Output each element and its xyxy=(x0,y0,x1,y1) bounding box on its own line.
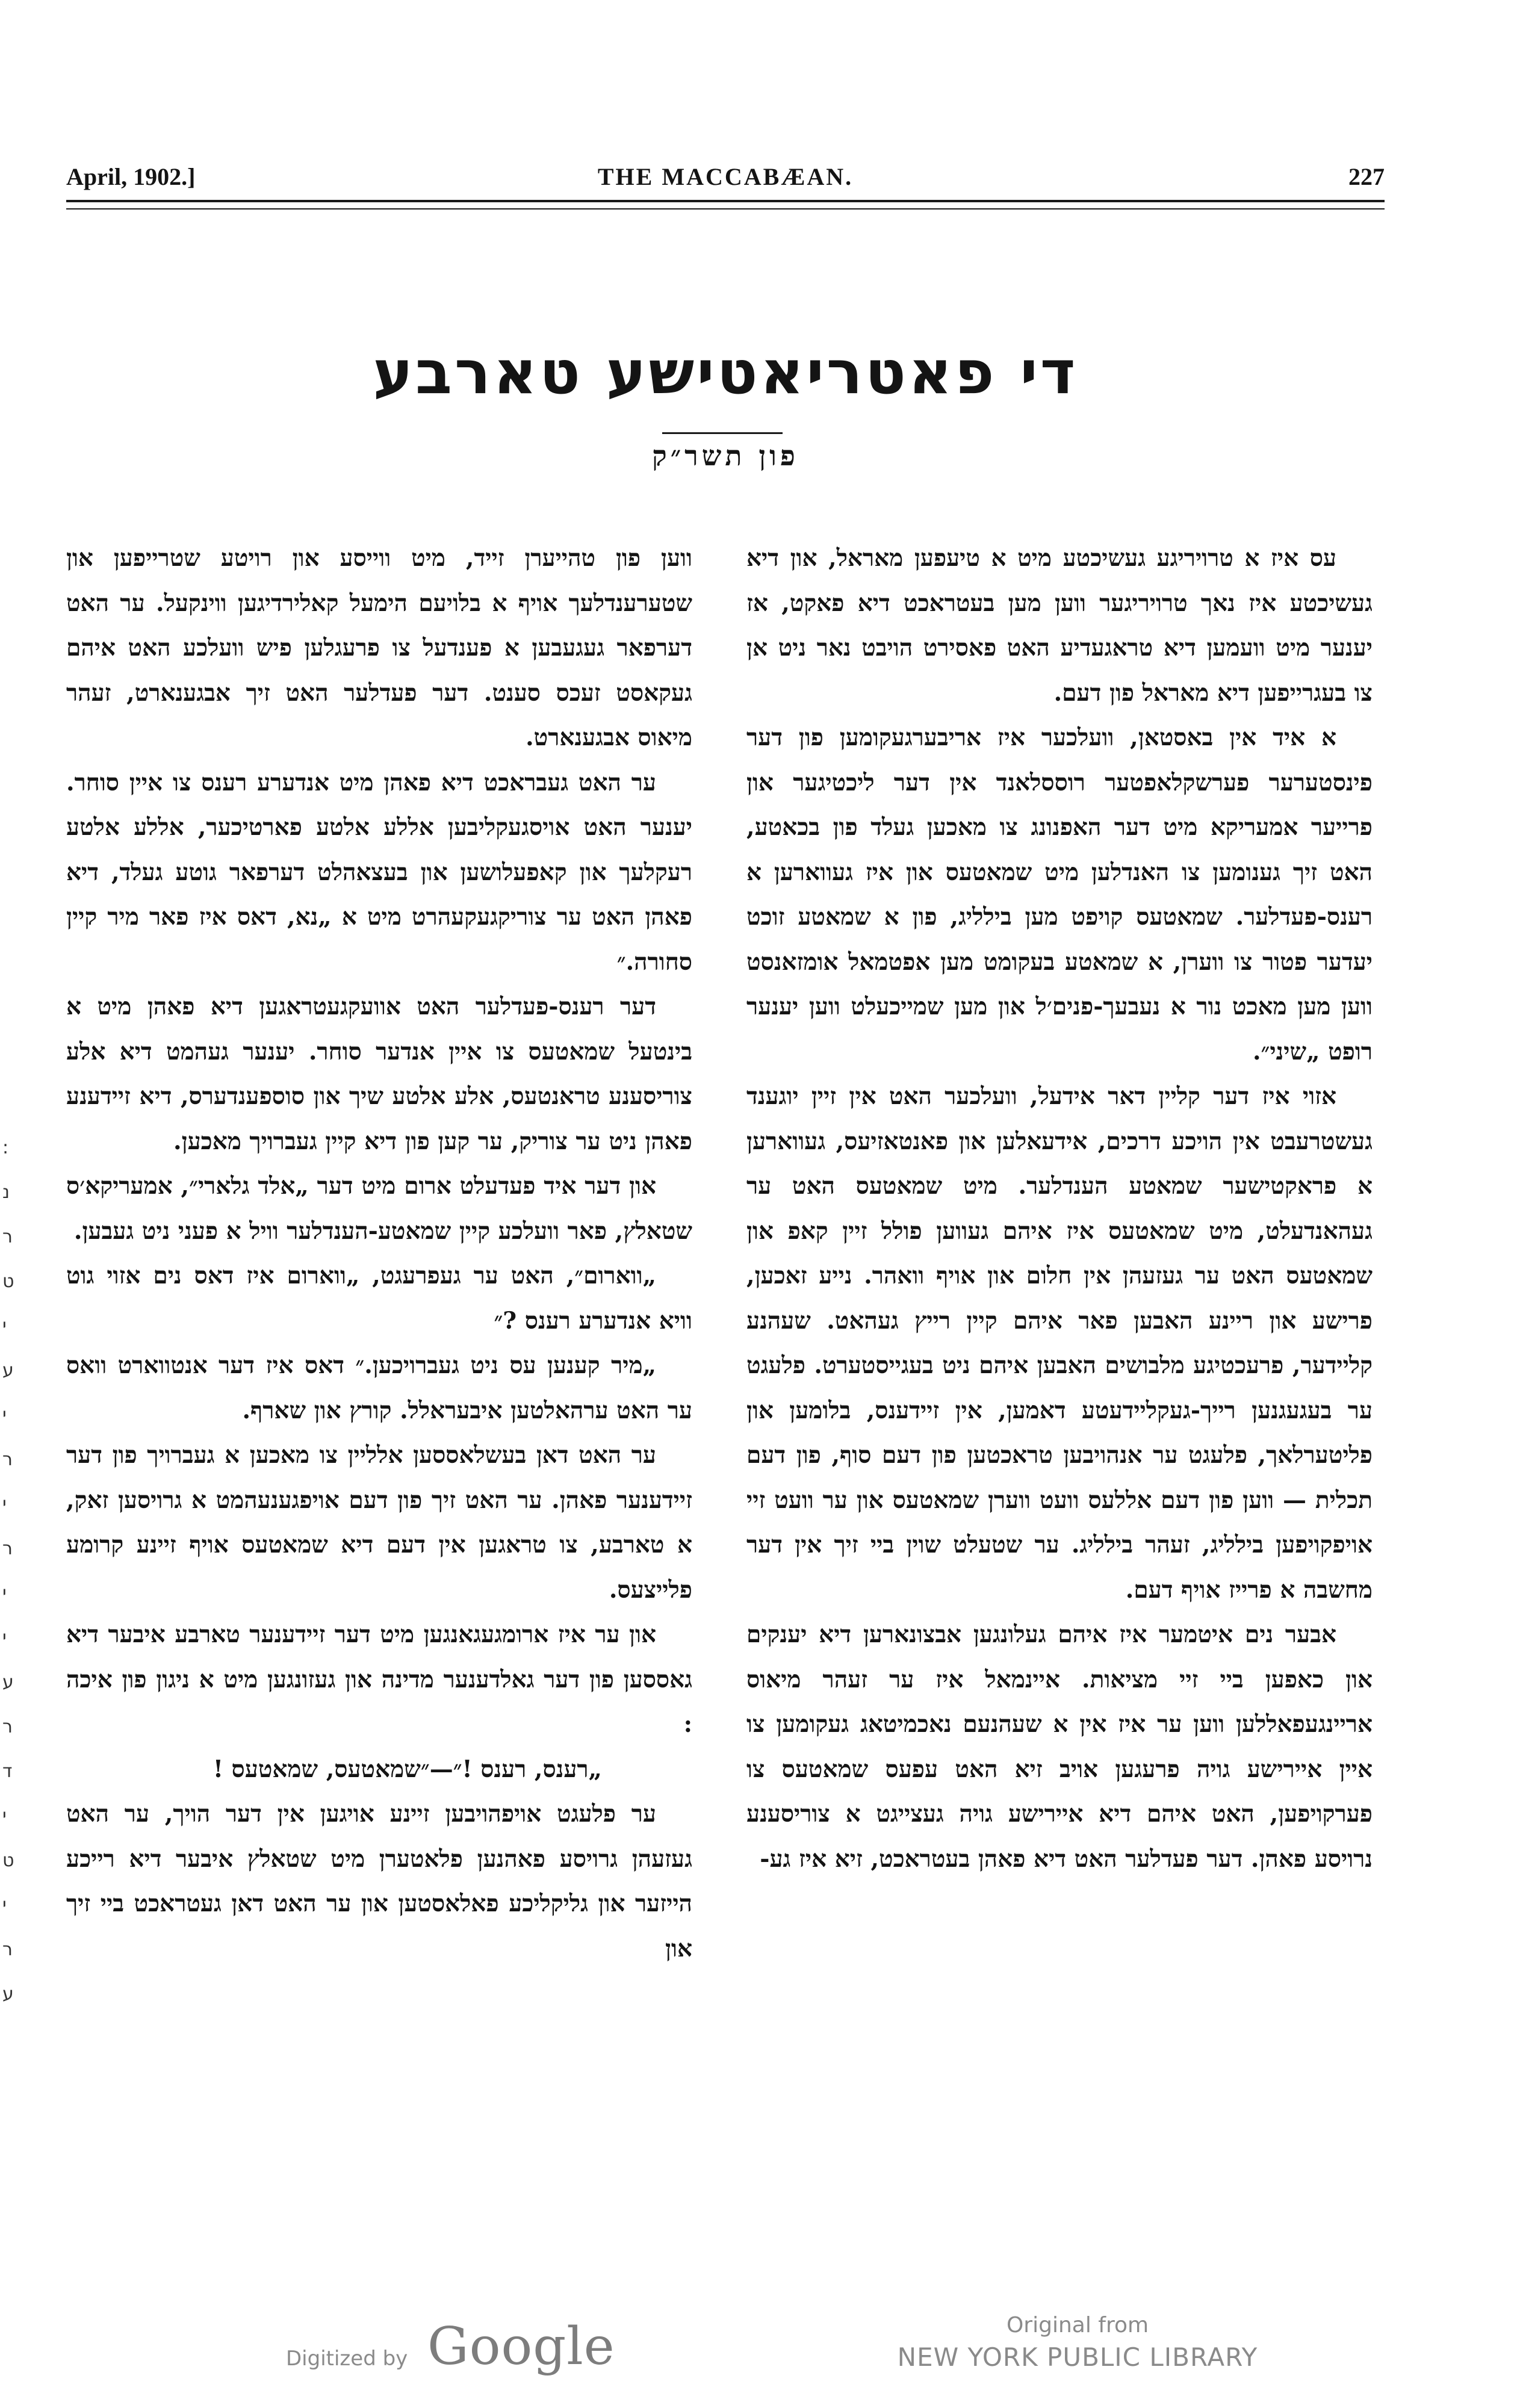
margin-mark: ר xyxy=(2,1538,13,1559)
header-rule-thick xyxy=(66,200,1385,202)
paragraph: און ער איז ארומגעגאנגען מיט דער זיידענער טארבע איבער דיא גאססען פון דער גאלדענער מדינה און געזונגען מיט א ניגון פון איכה : xyxy=(66,1621,692,1738)
article-byline: פון תשר״ק xyxy=(652,439,799,472)
library-watermark xyxy=(867,2310,1288,2389)
google-logo: Google xyxy=(427,2316,615,2377)
page-number: 227 xyxy=(1348,163,1385,190)
digitized-by-text: Digitized by xyxy=(286,2347,408,2371)
paragraph: עס איז א טרויריגע געשיכטע מיט א טיעפען מאראל, און דיא געשיכטע איז נאך טרויריגער ווען מען בעטראכט דיא פאקט, אז יענער מיט וועמען דיא טראגעדיע האט פאסירט הויבט נאר ניט אן צו בעגרייפען דיא מאראל פון דעם. xyxy=(746,544,1373,707)
title-divider xyxy=(662,432,783,434)
paragraph: „ווארום״, האט ער געפרעגט, „ווארום איז דאס נים אזוי גוט וויא אנדערע רענס ?״ xyxy=(66,1262,692,1335)
margin-mark: י xyxy=(2,1894,7,1916)
paragraph: ער האט געבראכט דיא פאהן מיט אנדערע רענס צו איין סוחר. יענער האט אויסגעקליבען אללע אלטע פארטיכער, אללע אלטע רעקלעך און קאפעלושען און בעצאהלט דערפאר גוטע געלד, דיא פאהן האט ער צוריקגעקעהרט מיט א „נא, דאס איז פאר מיר קיין סחורה.״ xyxy=(66,768,692,976)
margin-mark: ר xyxy=(2,1939,13,1960)
running-head xyxy=(66,158,1385,200)
text-column-right xyxy=(746,536,1373,2209)
paragraph: דער רענס-פעדלער האט אוועקגעטראגען דיא פאהן מיט א בינטעל שמאטעס צו איין אנדער סוחר. יענער געהמט דיא אלע צוריסענע טראנטעס, אלע אלטע שיך און סוספענדערס, דיא זיידענע פאהן ניט ער צוריק, ער קען פון דיא קיין געברויך מאכען. xyxy=(66,993,692,1155)
margin-mark: ע xyxy=(2,1984,14,2005)
bleed-through-margin xyxy=(2,1126,23,2029)
margin-mark: ט xyxy=(2,1271,14,1292)
margin-mark: נ xyxy=(2,1182,10,1203)
digitized-by-watermark xyxy=(286,2316,623,2383)
paragraph: „מיר קענען עס ניט געברויכען.״ דאס איז דער אנטווארט וואס ער האט ערהאלטען איבעראלל. קורץ און שארף. xyxy=(66,1351,692,1424)
original-from-text: Original from xyxy=(1006,2313,1149,2338)
paragraph: ער פלעגט אויפהויבען זיינע אויגען אין דער הויך, ער האט געזעהן גרויסע פאהנען פלאטערן מיט שטאלץ איבער דיא רייכע הייזער און גליקליכע פאלאסטען און ער האט דאן געטראכט ביי זיך און xyxy=(66,1800,692,1963)
margin-mark: י xyxy=(2,1404,7,1426)
margin-mark: ר xyxy=(2,1449,13,1470)
paragraph: אבער נים איטמער איז איהם געלונגען אבצונארען דיא יענקים און כאפען ביי זיי מציאות. איינמאל איז ער זעהר מיאוס אריינגעפאללען ווען ער איז אין א שעהנעם נאכמיטאג געקומען צו איין איירישע גויה פרעגען אויב זיא האט עפעס שמאטעס צו פערקויפען, האט איהם דיא איירישע גויה געצייגט א צוריסענע נרויסע פאהן. דער פעדלער האט דיא פאהן בעטראכט, זיא איז גע- xyxy=(746,1621,1373,1873)
text-column-left xyxy=(66,536,692,2209)
margin-mark: י xyxy=(2,1627,7,1648)
margin-mark: י xyxy=(2,1494,7,1515)
article-title: די פאטריאטישע טארבע xyxy=(373,337,1078,408)
margin-mark: י xyxy=(2,1583,7,1604)
paragraph: אזוי איז דער קליין דאר אידעל, וועלכער האט אין זיין יוגענד געשטרעבט אין הויכע דרכים, אידעאלען און פאנטאזיעס, געווארען א פראקטישער שמאטע הענדלער. מיט שמאטעס האט ער געהאנדעלט, מיט שמאטעס איז איהם געווען פולל זיין קאפ און שמאטעס האט ער געזעהן אין חלום און אויף וואהר. נייע זאכען, פרישע און ריינע האבען פאר איהם קיין רייץ געהאט. שעהנע קליידער, פרעכטיגע מלבושים האבען איהם ניט בעגייסטערט. פלעגט ער בעגעגנען רייך-געקליידעטע דאמען, אין זיידענס, בלומען און פליטערלאך, פלעגט ער אנהויבען טראכטען פון דעם סוף, פון דעם תכלית — ווען פון דעם אללעס וועט ווערן שמאטעס און ער וועט זיי אויפקויפען בילליג, זעהר בילליג. ער שטעלט שוין ביי זיך אין דער מחשבה א פרייז אויף דעם. xyxy=(746,1082,1373,1604)
issue-date: April, 1902.] xyxy=(66,163,196,190)
margin-mark: ט xyxy=(2,1850,14,1871)
library-name: NEW YORK PUBLIC LIBRARY xyxy=(897,2342,1258,2372)
paragraph: ווען פון טהייערן זייד, מיט ווייסע און רויטע שטרייפען און שטערענדלעך אויף א בלויעם הימעל קאלירדיגען ווינקעל. ער האט דערפאר געגעבען א פענדעל צו פרעגלען פיש וועלכע האט איהם געקאסט זעכס סענט. דער פעדלער האט זיך אבגענארט, זעהר מיאוס אבגענארט. xyxy=(66,544,692,751)
paragraph-quote: „רענס, רענס !״—״שמאטעס, שמאטעס ! xyxy=(213,1755,602,1783)
margin-mark: ע xyxy=(2,1360,14,1381)
margin-mark: ר xyxy=(2,1226,13,1247)
journal-title: THE MACCABÆAN. xyxy=(597,163,854,190)
margin-mark: ר xyxy=(2,1716,13,1737)
margin-mark: י xyxy=(2,1315,7,1336)
margin-mark: ע xyxy=(2,1672,14,1693)
paragraph: און דער איד פעדעלט ארום מיט דער „אלד גלארי״, אמעריקא׳ס שטאלץ, פאר וועלכע קיין שמאטע-הענדלער וויל א פעני ניט געבען. xyxy=(66,1172,692,1245)
margin-mark: : xyxy=(2,1137,9,1158)
margin-mark: ד xyxy=(2,1761,13,1782)
header-rule-thin xyxy=(66,208,1385,209)
paragraph: ער האט דאן בעשלאססען אלליין צו מאכען א געברויך פון דער זיידענער פאהן. ער האט זיך פון דעם אויפגענעהמט א גרויסען זאק, א טארבע, צו טראגען אין דעם דיא שמאטעס אויף זיינע קרומע פלייצעס. xyxy=(66,1441,692,1604)
paragraph: א איד אין באסטאן, וועלכער איז אריבערגעקומען פון דער פינסטערער פערשקלאפטער רוססלאנד אין דער ליכטיגער און פרייער אמעריקא מיט דער האפנונג צו מאכען געלד פון בכאטע, האט זיך גענומען צו האנדלען מיט שמאטעס און איז געווארען א רענס-פעדלער. שמאטעס קויפט מען בילליג, פון א שמאטע זוכט יעדער פטור צו ווערן, א שמאטע בעקומט מען אפטמאל אומזאנסט ווען מען מאכט נור א נעבעך-פנים׳ל און מען שמייכעלט ווען יענער רופט „שיני״. xyxy=(746,724,1373,1066)
margin-mark: י xyxy=(2,1805,7,1826)
